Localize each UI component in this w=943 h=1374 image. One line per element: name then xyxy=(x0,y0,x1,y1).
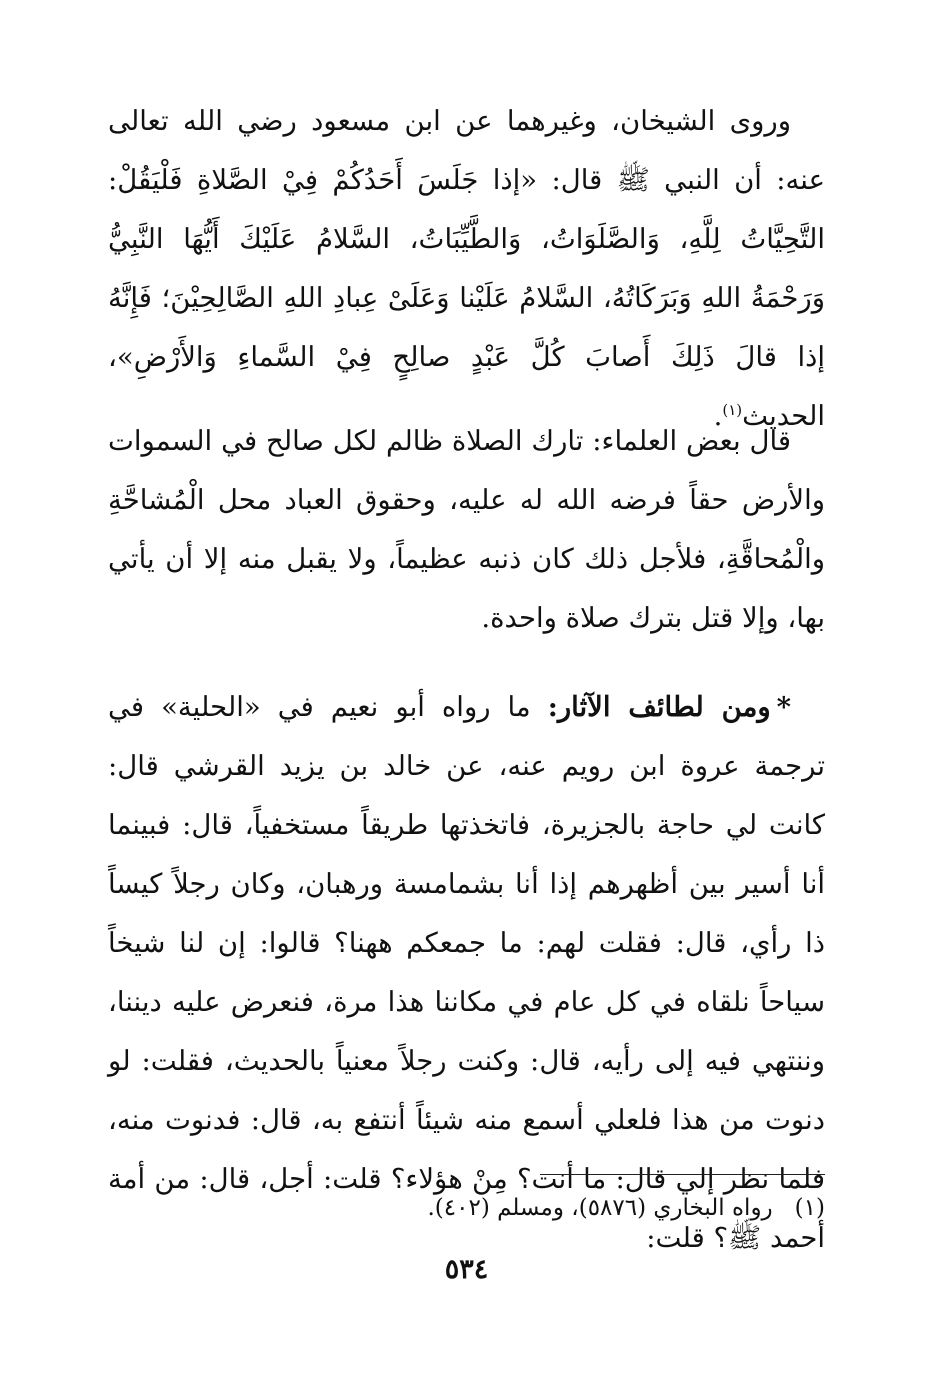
paragraph-text: وروى الشيخان، وغيرهما عن ابن مسعود رضي الله تعالى عنه: أن النبي ﷺ قال: «إذا جَلَسَ أَحَدُكُمْ فِيْ الصَّلاةِ فَلْيَقُلْ: التَّحِيَّاتُ لِلَّهِ، وَالصَّلَوَاتُ، وَالطَّيِّبَاتُ، السَّلامُ عَلَيْكَ أَيُّهَا النَّبِيُّ وَرَحْمَةُ اللهِ وَبَرَكَاتُهُ، السَّلامُ عَلَيْنا وَعَلَىْ عِبادِ اللهِ الصَّالِحِيْنَ؛ فَإِنَّهُ إذا قالَ ذَلِكَ أَصابَ كُلَّ عَبْدٍ صالِحٍ فِيْ السَّماءِ وَالأَرْضِ»، الحديث xyxy=(108,105,825,432)
paragraph-text: قال بعض العلماء: تارك الصلاة ظالم لكل صالح في السموات والأرض حقاً فرضه الله له عليه، وحقوق العباد محل الْمُشاحَّةِ والْمُحاقَّةِ، فلأجل ذلك كان ذنبه عظيماً، ولا يقبل منه إلا أن يأتي بها، وإلا قتل بترك صلاة واحدة. xyxy=(108,425,825,634)
paragraph-ending: . xyxy=(713,400,723,432)
footnote xyxy=(427,1190,825,1226)
footnote-marker: (١) xyxy=(722,400,743,419)
footnote-separator xyxy=(540,1174,825,1175)
section-heading: ومن لطائف الآثار: xyxy=(547,691,771,723)
paragraph-text: ما رواه أبو نعيم في «الحلية» في ترجمة عروة ابن رويم عنه، عن خالد بن يزيد القرشي قال: كانت لي حاجة بالجزيرة، فاتخذتها طريقاً مستخفياً، قال: فبينما أنا أسير بين أظهرهم إذا أنا بشمامسة ورهبان، وكان رجلاً كيساً ذا رأي، قال: فقلت لهم: ما جمعكم ههنا؟ قالوا: إن لنا شيخاً سياحاً نلقاه في كل عام في مكاننا هذا مرة، فنعرض عليه ديننا، وننتهي فيه إلى رأيه، قال: وكنت رجلاً معنياً بالحديث، فقلت: لو دنوت من هذا فلعلي أسمع منه شيئاً أنتفع به، قال: فدنوت منه، فلما نظر إلي قال: ما أنت؟ مِنْ هؤلاء؟ قلت: أجل، قال: من أمة أحمد ﷺ؟ قلت: xyxy=(108,691,825,1254)
page-number: ٥٣٤ xyxy=(444,1254,489,1285)
paragraph-narrations xyxy=(108,678,825,1254)
book-page xyxy=(108,92,825,1332)
bullet-asterisk: * xyxy=(776,691,791,723)
footnote-number: (١) xyxy=(794,1195,825,1221)
paragraph-scholars-saying xyxy=(108,412,825,648)
paragraph-hadith-tashahhud xyxy=(108,92,825,432)
footnote-text: رواه البخاري (٥٨٧٦)، ومسلم (٤٠٢). xyxy=(427,1195,773,1221)
